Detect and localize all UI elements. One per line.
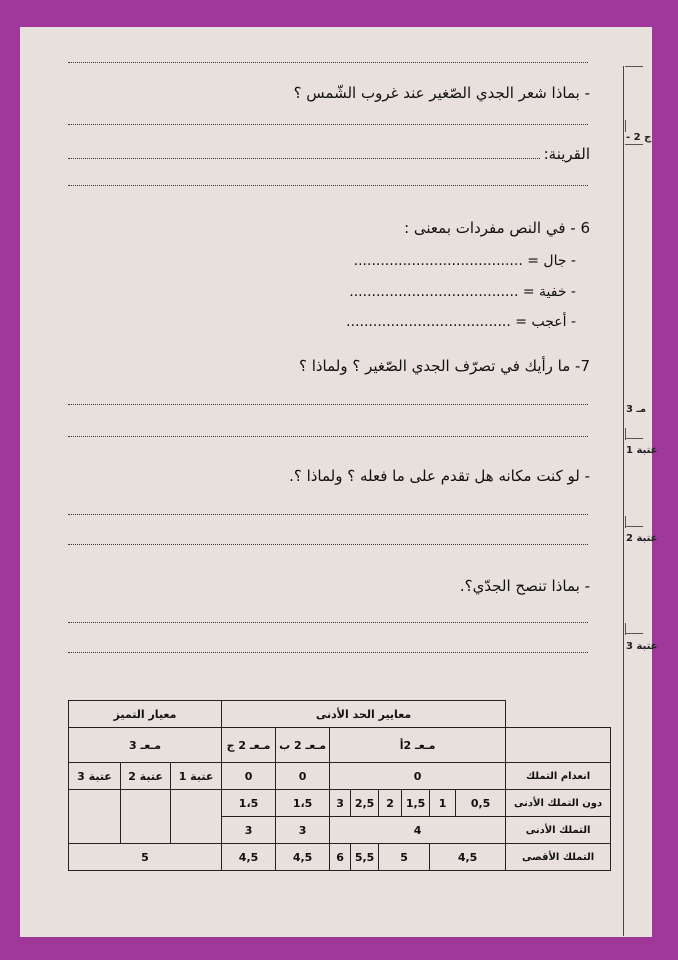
col-m3: مـعـ 3	[69, 728, 222, 763]
margin-tick	[625, 633, 643, 634]
cell: 0	[330, 763, 506, 790]
clue-answer-line[interactable]	[68, 158, 540, 159]
col-m2a: مـعـ 2أ	[330, 728, 506, 763]
cell: 4,5	[222, 844, 276, 871]
cell: 1،5	[222, 790, 276, 817]
question-6: 6 - في النص مفردات بمعنى :	[404, 219, 590, 237]
cell: 0,5	[456, 790, 506, 817]
threshold-1: عتبة 1	[171, 763, 222, 790]
cell	[69, 790, 121, 844]
clue-label: القرينة:	[543, 145, 590, 163]
cell: 3	[276, 817, 330, 844]
answer-line[interactable]	[68, 404, 588, 405]
cell: 4,5	[430, 844, 506, 871]
margin-tick	[625, 120, 626, 132]
header-excellence-criteria: معيار التميز	[69, 701, 222, 728]
header-min-criteria: معايير الحد الأدنى	[222, 701, 506, 728]
row-label: التملك الأقصى	[506, 844, 611, 871]
margin-tick	[625, 144, 643, 145]
question-sunset: - بماذا شعر الجدي الصّغير عند غروب الشّمس ؟	[293, 84, 590, 102]
vocab-item-3[interactable]: - أعجب = .....................................	[346, 314, 576, 330]
answer-line[interactable]	[68, 544, 588, 545]
cell: 5	[379, 844, 430, 871]
margin-label-threshold-3: عتبة 3	[626, 641, 658, 652]
cell: 0	[276, 763, 330, 790]
cell: 4	[330, 817, 506, 844]
cell: 2,5	[351, 790, 379, 817]
cell: 6	[330, 844, 351, 871]
margin-label-threshold-2: عتبة 2	[626, 533, 658, 544]
answer-line[interactable]	[68, 652, 588, 653]
row-label: التملك الأدنى	[506, 817, 611, 844]
vocab-item-1[interactable]: - جال = ......................................	[353, 253, 576, 269]
question-in-his-place: - لو كنت مكانه هل تقدم على ما فعله ؟ ولماذا ؟.	[289, 467, 590, 485]
cell	[121, 790, 171, 844]
col-m2b: مـعـ 2 ب	[276, 728, 330, 763]
cell: 1،5	[276, 790, 330, 817]
answer-line[interactable]	[68, 124, 588, 125]
cell	[171, 790, 222, 844]
cell: 5	[69, 844, 222, 871]
threshold-3: عتبة 3	[69, 763, 121, 790]
row-label: انعدام التملك	[506, 763, 611, 790]
margin-tick	[625, 526, 643, 527]
margin-label-m3: 3 مـ	[626, 404, 647, 415]
row-label: دون التملك الأدنى	[506, 790, 611, 817]
margin-tick	[625, 438, 643, 439]
cell: 3	[222, 817, 276, 844]
question-7: 7- ما رأيك في تصرّف الجدي الصّغير ؟ ولماذا ؟	[298, 357, 590, 375]
margin-label-threshold-1: عتبة 1	[626, 445, 658, 456]
margin-label-2c: - 2 ج	[626, 132, 652, 143]
answer-line[interactable]	[68, 514, 588, 515]
cell: 4,5	[276, 844, 330, 871]
cell: 1	[430, 790, 456, 817]
grading-criteria-table	[68, 700, 611, 871]
margin-line	[623, 66, 624, 936]
margin-tick	[625, 66, 643, 67]
cell: 0	[222, 763, 276, 790]
col-m2c: مـعـ 2 ج	[222, 728, 276, 763]
question-advice: - بماذا تنصح الجدّي؟.	[459, 577, 590, 595]
cell: 1,5	[402, 790, 430, 817]
answer-line[interactable]	[68, 436, 588, 437]
vocab-item-2[interactable]: - خفية = ......................................	[349, 284, 576, 300]
cell: 3	[330, 790, 351, 817]
cell: 2	[379, 790, 402, 817]
answer-line[interactable]	[68, 185, 588, 186]
cell: 5,5	[351, 844, 379, 871]
answer-line[interactable]	[68, 622, 588, 623]
answer-line[interactable]	[68, 62, 588, 63]
threshold-2: عتبة 2	[121, 763, 171, 790]
